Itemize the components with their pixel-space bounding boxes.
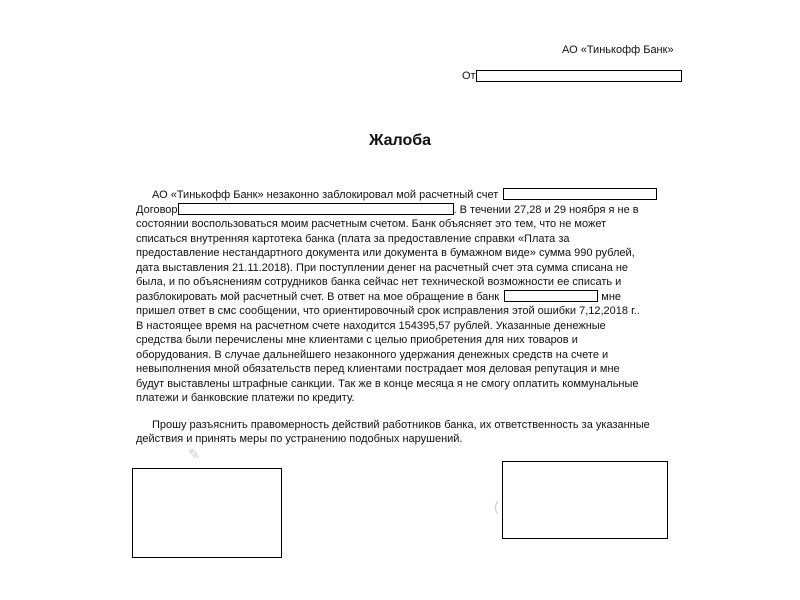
text-line <box>136 203 684 218</box>
recipient-line: АО «Тинькофф Банк» <box>562 44 674 56</box>
text-fragment: мне <box>601 290 622 303</box>
text-line <box>136 290 684 305</box>
text-line: невыполнения мной обязательств перед клиентами пострадает моя деловая репутация и мне <box>136 363 620 375</box>
text-line: пришел ответ в смс сообщении, что ориентировочный срок исправления этой ошибки 7,12,2018 г.. <box>136 305 640 317</box>
text-line: была, и по объяснениям сотрудников банка сейчас нет технической возможности ее списать и <box>136 276 622 288</box>
text-line: оборудования. В случае дальнейшего незаконного удержания денежных средств на счете и <box>136 348 609 361</box>
contract-redaction <box>178 203 454 215</box>
contract-label: Договор <box>136 203 178 216</box>
text-line: списаться внутренняя картотека банка (плата за предоставление справки «Плата за <box>136 232 570 245</box>
stamp-redaction <box>132 468 282 558</box>
text-line: средства были перечислены мне клиентами с целью приобретения для них товаров и <box>136 334 578 346</box>
bank-reference-redaction <box>504 290 598 302</box>
from-label: От <box>462 70 476 82</box>
text-fragment: АО «Тинькофф Банк» незаконно заблокировал мой расчетный счет <box>152 189 499 201</box>
text-line: дата выставления 21.11.2018). При поступлении денег на расчетный счет эта сумма списана не <box>136 261 629 274</box>
text-line <box>136 418 684 433</box>
text-line: платежи и банковские платежи по кредиту. <box>136 392 355 404</box>
faint-signature-trace: ( <box>494 498 499 514</box>
faint-stamp-trace: ✎ <box>188 446 200 462</box>
text-line <box>136 188 684 203</box>
sender-redaction <box>476 70 682 82</box>
sender-line <box>462 70 682 82</box>
text-line: будут выставлены штрафные санкции. Так же в конце месяца я не смогу оплатить коммунальные <box>136 377 639 390</box>
text-line: предоставление нестандартного документа или документа в бумажном виде» сумма 990 рублей, <box>136 247 635 259</box>
text-fragment: разблокировать мой расчетный счет. В ответ на мое обращение в банк <box>136 290 500 303</box>
text-fragment: Прошу разъяснить правомерность действий работников банка, их ответственность за указанные <box>152 418 650 431</box>
complaint-body <box>136 188 684 447</box>
account-redaction <box>503 188 657 200</box>
text-line: состоянии воспользоваться моим расчетным счетом. Банк объясняет это тем, что не может <box>136 218 607 230</box>
text-fragment: . В течении 27,28 и 29 ноября я не в <box>453 203 639 216</box>
signature-redaction <box>502 461 668 539</box>
text-line: действия и принять меры по устранению подобных нарушений. <box>136 433 463 445</box>
text-line: В настоящее время на расчетном счете находится 154395,57 рублей. Указанные денежные <box>136 319 606 332</box>
document-title: Жалоба <box>368 132 432 149</box>
